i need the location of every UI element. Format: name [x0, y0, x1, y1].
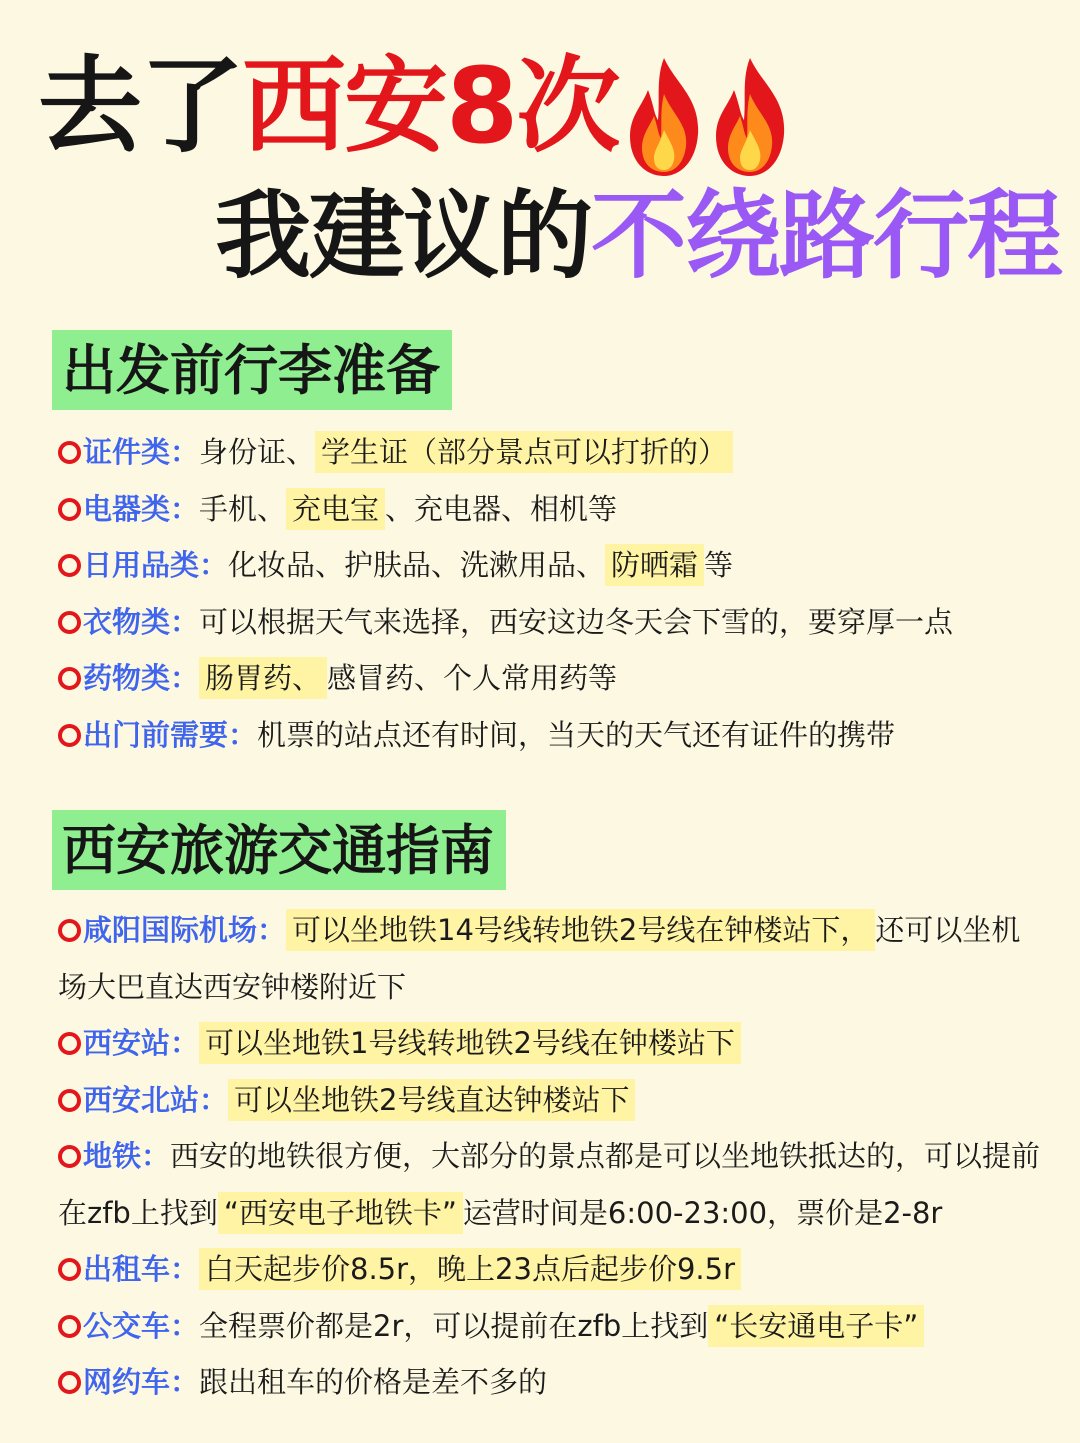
circle-bullet-icon	[58, 667, 81, 690]
item-label: 药物类：	[83, 661, 200, 695]
highlighted-text: “西安电子地铁卡”	[218, 1192, 463, 1234]
highlighted-text: 充电宝	[286, 488, 385, 530]
item-text: 化妆品、护肤品、洗漱用品、	[228, 548, 606, 582]
section-title-transport: 西安旅游交通指南	[52, 810, 506, 890]
fire-icon	[710, 54, 790, 180]
list-item-medicine	[58, 650, 1048, 707]
highlighted-text: “长安通电子卡”	[708, 1305, 924, 1347]
item-label: 电器类：	[83, 491, 200, 526]
list-item-ride-hailing	[58, 1354, 1048, 1411]
list-item-bus	[58, 1298, 1048, 1355]
highlighted-text: 防晒霜	[605, 544, 704, 586]
highlighted-text: 肠胃药、	[199, 657, 327, 699]
fire-icon	[624, 54, 704, 180]
item-text: 跟出租车的价格是差不多的	[199, 1365, 548, 1399]
item-label: 西安北站：	[83, 1082, 229, 1117]
title-purple-text: 不绕路行程	[591, 180, 1061, 292]
title-black-text: 去了	[38, 45, 243, 167]
title-red-text: 西安8次	[242, 45, 619, 167]
highlighted-text: 可以坐地铁1号线转地铁2号线在钟楼站下	[199, 1022, 741, 1064]
highlighted-text: 可以坐地铁14号线转地铁2号线在钟楼站下，	[286, 909, 875, 951]
highlighted-text: 可以坐地铁2号线直达钟楼站下	[228, 1079, 635, 1121]
title-line-1	[38, 45, 790, 180]
item-text: 感冒药、个人常用药等	[327, 661, 618, 695]
item-label: 日用品类：	[83, 548, 229, 582]
item-label: 西安站：	[83, 1026, 200, 1060]
item-label: 衣物类：	[83, 604, 200, 639]
list-item-metro	[58, 1128, 1048, 1241]
highlighted-text: 学生证（部分景点可以打折的）	[315, 431, 733, 473]
circle-bullet-icon	[58, 1258, 81, 1281]
item-label: 出门前需要：	[83, 717, 258, 752]
item-text: 身份证、	[199, 435, 316, 469]
title-black-text: 我建议的	[215, 180, 591, 292]
item-text: 运营时间是6:00-23:00，票价是2-8r	[462, 1195, 943, 1230]
circle-bullet-icon	[58, 1032, 81, 1055]
circle-bullet-icon	[58, 441, 81, 464]
list-item-electronics	[58, 481, 1048, 538]
item-text: 西安的地铁很方便，大部分的景点都是可以坐地铁抵达的，可以提前在zfb上找到	[58, 1139, 1041, 1230]
item-text: 手机、	[199, 491, 287, 526]
list-item-docs	[58, 424, 1048, 481]
item-text: 可以根据天气来选择，西安这边冬天会下雪的，要穿厚一点	[199, 604, 954, 639]
item-label: 出租车：	[83, 1252, 200, 1286]
item-label: 证件类：	[83, 435, 200, 469]
list-item-airport	[58, 902, 1048, 1015]
list-item-before-leaving	[58, 707, 1048, 764]
item-text: 机票的站点还有时间，当天的天气还有证件的携带	[257, 717, 896, 752]
item-label: 公交车：	[83, 1308, 200, 1343]
transport-list	[58, 902, 1048, 1411]
circle-bullet-icon	[58, 919, 81, 942]
circle-bullet-icon	[58, 1145, 81, 1168]
item-text: 还可以坐机场大巴直达西安钟楼附近下	[58, 913, 1021, 1004]
packing-list	[58, 424, 1048, 763]
item-text: 等	[704, 548, 734, 582]
highlighted-text: 白天起步价8.5r，晚上23点后起步价9.5r	[199, 1248, 741, 1290]
item-text: 全程票价都是2r，可以提前在zfb上找到	[199, 1308, 709, 1343]
item-label: 地铁：	[83, 1139, 171, 1173]
item-label: 咸阳国际机场：	[83, 913, 287, 947]
list-item-taxi	[58, 1241, 1048, 1298]
circle-bullet-icon	[58, 724, 81, 747]
circle-bullet-icon	[58, 554, 81, 577]
circle-bullet-icon	[58, 611, 81, 634]
list-item-xian-north	[58, 1072, 1048, 1129]
circle-bullet-icon	[58, 1371, 81, 1394]
section-title-packing: 出发前行李准备	[52, 330, 452, 410]
list-item-clothes	[58, 594, 1048, 651]
list-item-daily	[58, 537, 1048, 594]
circle-bullet-icon	[58, 498, 81, 521]
item-label: 网约车：	[83, 1365, 200, 1399]
item-text: 、充电器、相机等	[385, 491, 618, 526]
circle-bullet-icon	[58, 1089, 81, 1112]
circle-bullet-icon	[58, 1315, 81, 1338]
list-item-xian-station	[58, 1015, 1048, 1072]
title-line-2	[215, 180, 1061, 292]
